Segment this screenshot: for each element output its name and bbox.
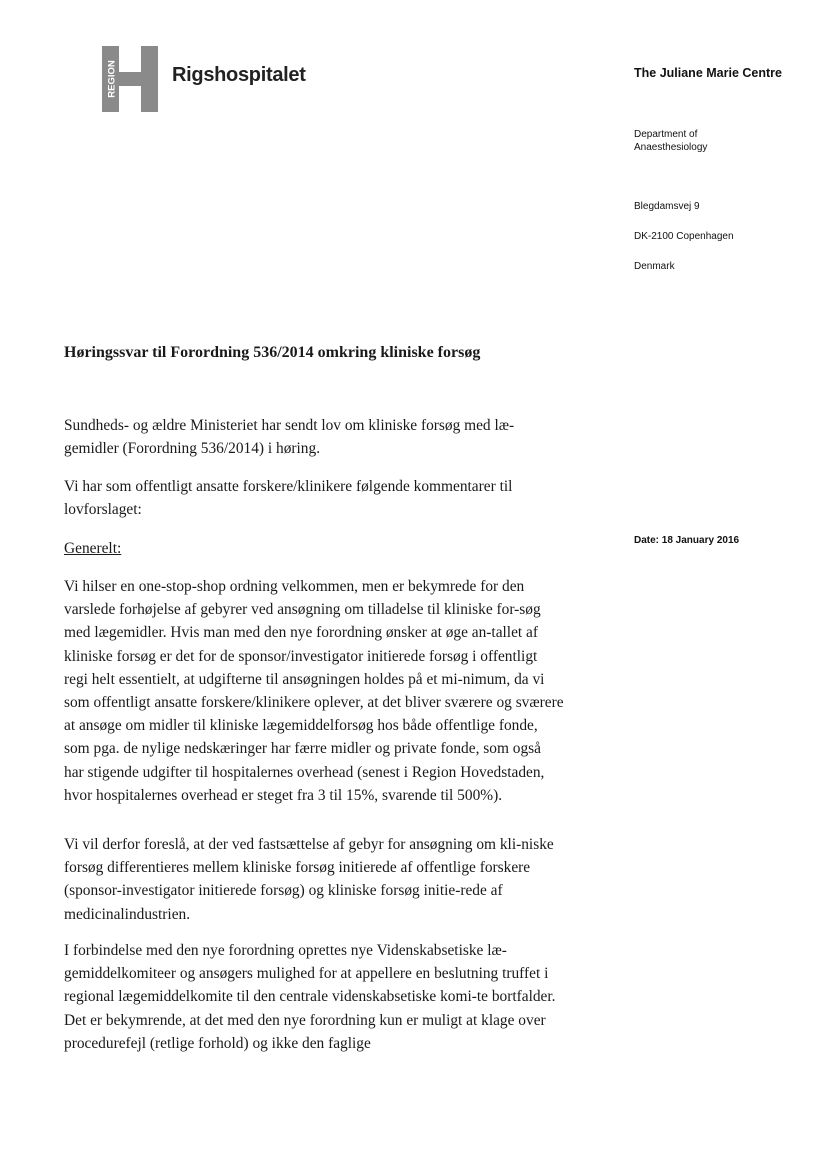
centre-name: The Juliane Marie Centre [634, 66, 782, 80]
address-city: DK-2100 Copenhagen [634, 231, 734, 242]
organization-name: Rigshospitalet [172, 64, 306, 86]
logo-bar-middle [119, 72, 141, 86]
letter-date: Date: 18 January 2016 [634, 535, 740, 546]
address-country: Denmark [634, 261, 675, 272]
body-paragraph-3: I forbindelse med den nye forordning oprettes nye Videnskabsetiske læ-gemiddelkomiteer og ansøgers mulighed for at appellere en beslutning truffet i regional lægemiddelkomite til den centrale videnskabsetiske komi-te bortfalder. Det er bekymrende, at det med den nye forordning kun er muligt at klage over procedurefejl (retlige forhold) og ikke den faglige [64, 942, 556, 1052]
intro-paragraph-1: Sundheds- og ældre Ministeriet har sendt lov om kliniske forsøg med læ-gemidler (Forordning 536/2014) i høring. [64, 417, 515, 458]
address-street: Blegdamsvej 9 [634, 201, 700, 212]
section-heading: Generelt: [64, 540, 122, 557]
department [634, 128, 707, 154]
body-paragraph-2: Vi vil derfor foreslå, at der ved fastsættelse af gebyr for ansøgning om kli-niske forsøg differentieres mellem kliniske forsøg initierede af offentlige forskere (sponsor-investigator initierede forsøg) og kliniske forsøg initie-rede af medicinalindustrien. [64, 836, 554, 923]
department-line-2: Anaesthesiology [634, 142, 708, 153]
intro-paragraph-2: Vi har som offentligt ansatte forskere/klinikere følgende kommentarer til lovforslaget: [64, 478, 513, 519]
logo-bar-right [141, 46, 158, 112]
body-paragraph-1: Vi hilser en one-stop-shop ordning velkommen, men er bekymrede for den varslede forhøjelse af gebyrer ved ansøgning om tilladelse til kliniske for-søg med lægemidler. Hvis man med den nye forordning ønsker at øge an-tallet af kliniske forsøg er det for de sponsor/investigator initierede forsøg i offentligt regi helt essentielt, at udgifterne til ansøgningen holdes på et mi-nimum, da vi som offentligt ansatte forskere/klinikere oplever, at det bliver sværere og sværere at ansøge om midler til kliniske lægemiddelforsøg hos både offentlige fonde, som pga. de nylige nedskæringer har færre midler og private fonde, som også har stigende udgifter til hospitalernes overhead (senest i Region Hovedstaden, hvor hospitalernes overhead er steget fra 3 til 15%, svarende til 500%). [64, 578, 564, 804]
letter-title: Høringssvar til Forordning 536/2014 omkring kliniske forsøg [64, 344, 481, 361]
logo-text: REGION [106, 60, 118, 98]
region-logo [102, 46, 158, 112]
department-line-1: Department of [634, 129, 698, 140]
